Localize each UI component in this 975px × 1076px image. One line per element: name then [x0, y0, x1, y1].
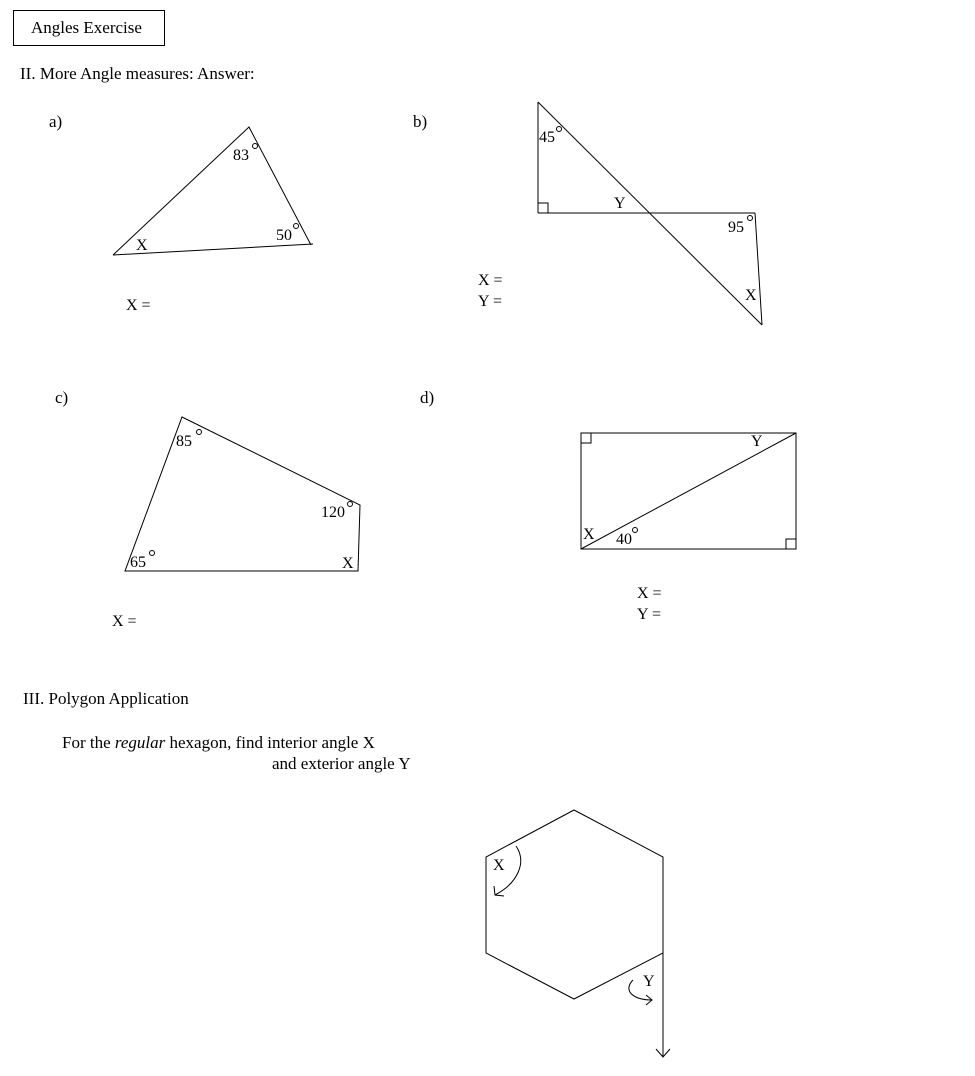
answer-label: Answer: — [197, 64, 255, 83]
angle-d-x: X — [583, 526, 595, 543]
angle-a-right: 50 — [276, 227, 292, 244]
degree-mark — [633, 528, 638, 533]
angle-b-y: Y — [614, 195, 626, 212]
angle-c-unknown: X — [342, 555, 354, 572]
page-title: Angles Exercise — [31, 18, 142, 37]
angle-b-top: 45 — [539, 129, 555, 146]
degree-mark — [294, 224, 299, 229]
instruction-emphasis: regular — [114, 733, 166, 752]
degree-mark — [197, 430, 202, 435]
problem-d-label: d) — [420, 388, 435, 407]
degree-mark — [253, 144, 258, 149]
section-3-instruction-2: and exterior angle Y — [272, 754, 411, 773]
angle-a-top: 83 — [233, 147, 249, 164]
angle-b-right: 95 — [728, 219, 744, 236]
hexagon-angle-y: Y — [643, 973, 655, 990]
triangle-a — [113, 127, 313, 255]
answer-b-x: X = — [478, 272, 503, 289]
angle-c-right: 120 — [321, 504, 345, 521]
quadrilateral-c — [125, 417, 360, 572]
hexagon — [486, 810, 670, 1057]
answer-c-x: X = — [112, 613, 137, 630]
section-3-heading: III. Polygon Application — [23, 689, 189, 708]
right-angle-mark — [581, 433, 591, 443]
problem-b-label: b) — [413, 112, 428, 131]
angle-b-x: X — [745, 287, 757, 304]
angle-c-top: 85 — [176, 433, 192, 450]
figure-b — [538, 102, 762, 325]
answer-d-y: Y = — [637, 606, 661, 623]
answer-b-y: Y = — [478, 293, 502, 310]
answer-a-x: X = — [126, 297, 151, 314]
angle-d-y: Y — [751, 433, 763, 450]
instruction-suffix: hexagon, find interior angle X — [165, 733, 375, 752]
answer-d-x: X = — [637, 585, 662, 602]
rectangle-d — [581, 433, 796, 549]
section-2-title: II. More Angle measures: — [20, 64, 194, 83]
degree-mark — [348, 502, 353, 507]
angle-a-unknown: X — [136, 237, 148, 254]
hexagon-angle-x: X — [493, 857, 505, 874]
angle-d-given: 40 — [616, 531, 632, 548]
degree-mark — [557, 127, 562, 132]
problem-a-label: a) — [49, 112, 63, 131]
problem-c-label: c) — [55, 388, 69, 407]
right-angle-mark — [538, 203, 548, 213]
degree-mark — [150, 551, 155, 556]
angle-c-left: 65 — [130, 554, 146, 571]
instruction-prefix: For the — [62, 733, 115, 752]
right-angle-mark — [786, 539, 796, 549]
degree-mark — [748, 216, 753, 221]
